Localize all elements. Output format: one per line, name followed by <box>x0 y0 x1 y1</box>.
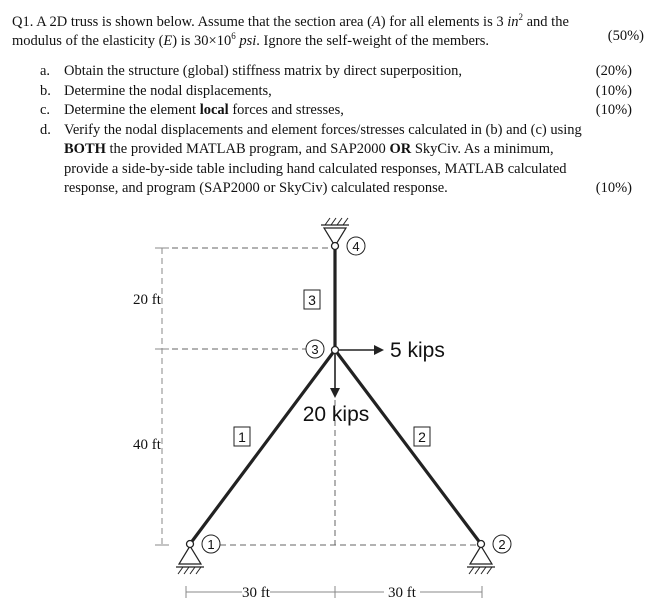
member-2 <box>335 350 481 544</box>
horizontal-load-arrowhead <box>374 345 384 355</box>
dim-20ft-label: 20 ft <box>133 292 161 308</box>
node-label-1: 1 <box>207 537 215 552</box>
support-node-2 <box>467 546 495 574</box>
support-node-4 <box>321 218 349 246</box>
dim-right-span-label: 30 ft <box>388 585 416 601</box>
question-line-2: modulus of the elasticity (E) is $30\times 10^6$ psi. Ignore the self-weight of the members. (50%) <box>12 28 644 49</box>
dim-left-span-label: 30 ft <box>242 585 270 601</box>
dim-40ft-label: 40 ft <box>133 437 161 453</box>
joint-3 <box>332 347 339 354</box>
vertical-load-label: 20 kips <box>302 403 370 426</box>
node-label-3: 3 <box>311 342 319 357</box>
task-item-d: d. Verify the nodal displacements and element forces/stresses calculated in (b) and (c) using BOTH the provided MATLAB program, and SAP2000 OR SkyCiv. As a minimum, provide a side-by-side table including hand calculated responses, MATLAB calculated response, and program (SAP2000 or SkyCiv) calculated response. (10%) <box>40 121 632 196</box>
node-labels <box>207 239 505 552</box>
joint-1 <box>187 541 194 548</box>
horizontal-load-label: 5 kips <box>390 339 445 362</box>
question-line-1: Q1. A 2D truss is shown below. Assume that the section area (A) for all elements is 3 $in^2$ and the <box>12 12 569 30</box>
task-item-a: a. Obtain the structure (global) stiffness matrix by direct superposition, (20%) <box>40 63 632 79</box>
support-node-1 <box>176 546 204 574</box>
task-item-c: c. Determine the element local forces and stresses, (10%) <box>40 102 632 118</box>
member-1 <box>190 350 335 544</box>
element-label-2: 2 <box>418 429 426 445</box>
question-weight: (50%) <box>607 28 644 44</box>
element-label-1: 1 <box>238 429 246 445</box>
element-label-3: 3 <box>308 292 316 308</box>
node-label-2: 2 <box>498 537 506 552</box>
task-item-b: b. Determine the nodal displacements, (10%) <box>40 82 632 99</box>
bottom-dim-line <box>186 586 482 598</box>
joint-4 <box>332 243 339 250</box>
node-label-4: 4 <box>352 239 360 254</box>
question-number: Q1. <box>12 13 34 30</box>
node-label-circles <box>202 237 511 553</box>
dimension-labels <box>133 292 417 601</box>
vertical-load-arrowhead <box>330 388 340 398</box>
joint-2 <box>478 541 485 548</box>
load-labels <box>303 339 445 426</box>
